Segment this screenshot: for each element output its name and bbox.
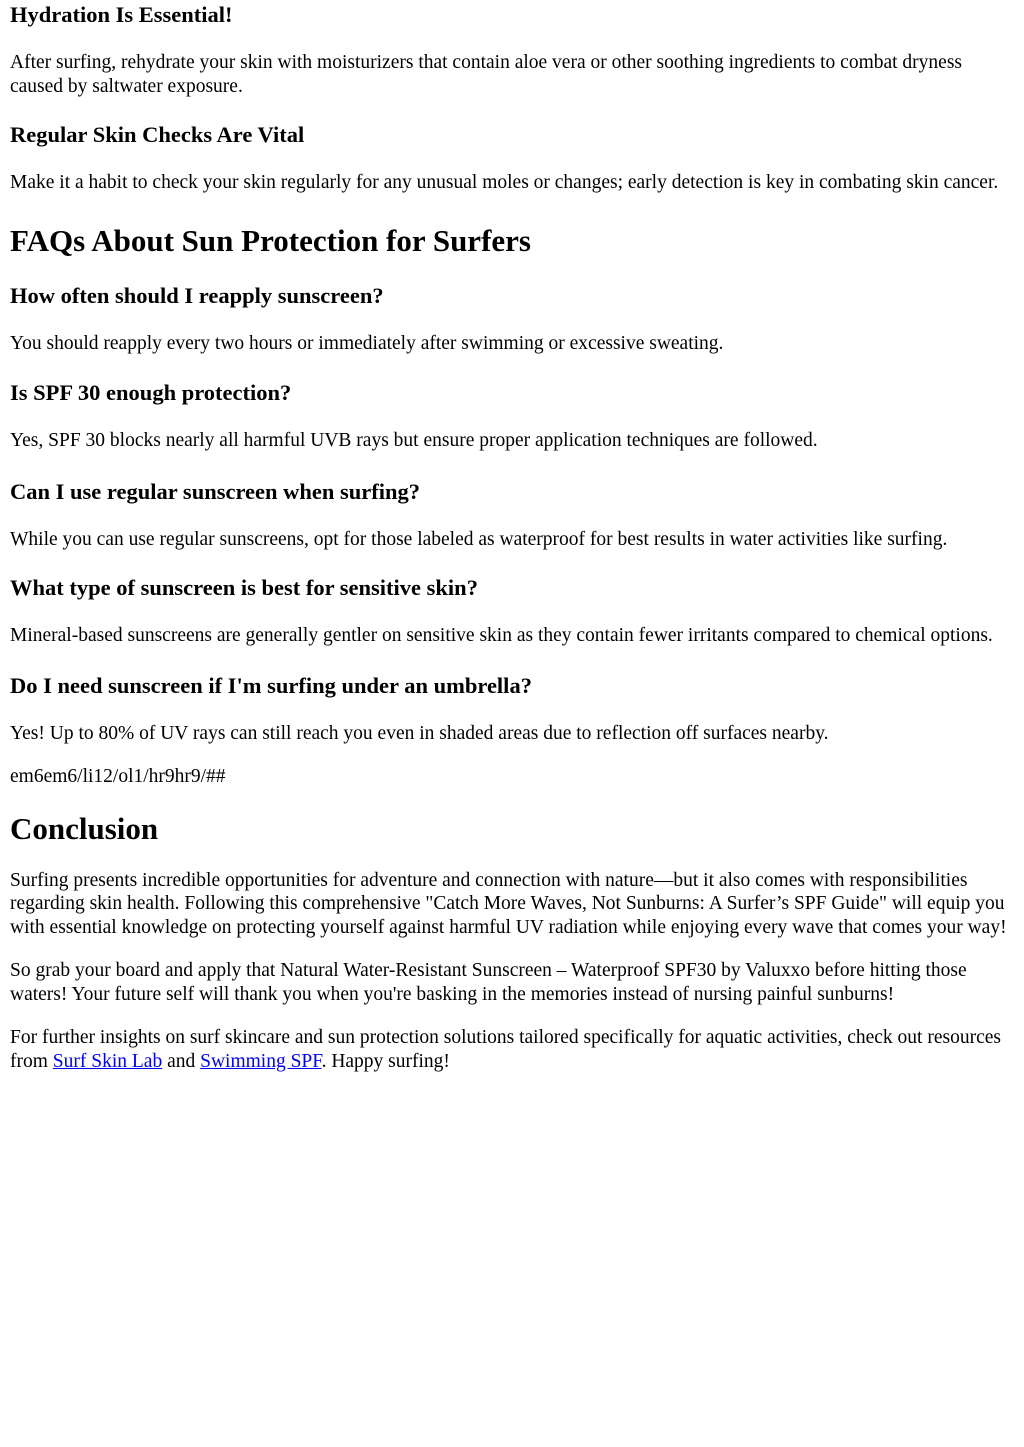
faq-question: How often should I reapply sunscreen? — [10, 282, 384, 308]
faq-answer: You should reapply every two hours or immediately after swimming or excessive sweating. — [10, 332, 724, 354]
conclusion-paragraph-2: So grab your board and apply that Natural Water-Resistant Sunscreen – Waterproof SPF30 by Valuxxo before hitting those waters! Your future self will thank you when you're basking in the memories instead of nursing painful sunburns! — [10, 960, 967, 1005]
hydration-body: After surfing, rehydrate your skin with moisturizers that contain aloe vera or other soothing ingredients to combat dryness caused by saltwater exposure. — [10, 52, 963, 97]
faq-answer: Mineral-based sunscreens are generally gentler on sensitive skin as they contain fewer irritants compared to chemical options. — [10, 625, 993, 646]
skin-checks-body: Make it a habit to check your skin regularly for any unusual moles or changes; early detection is key in combating skin cancer. — [10, 172, 999, 193]
faq-question: Is SPF 30 enough protection? — [10, 380, 292, 405]
article-page — [0, 1, 1024, 1073]
faq-question: What type of sunscreen is best for sensitive skin? — [10, 575, 478, 600]
faq-question: Do I need sunscreen if I'm surfing under an umbrella? — [10, 672, 532, 698]
swimming-spf-link[interactable]: Swimming SPF — [200, 1050, 322, 1072]
conclusion-paragraph-3-prefix: For further insights on surf skincare and sun protection solutions tailored specifically for aquatic activities, check out resources from — [10, 1027, 1001, 1072]
conclusion-paragraph-3 — [10, 1026, 1014, 1073]
faq-question: Can I use regular sunscreen when surfing? — [10, 478, 421, 504]
conclusion-paragraph-1: Surfing presents incredible opportunities for adventure and connection with nature—but it also comes with responsibilities regarding skin health. Following this comprehensive "Catch More Waves, Not Sunburns: A Surfer’s SPF Guide" will equip you with essential knowledge on protecting yourself against harmful UV radiation while enjoying every wave that comes your way! — [10, 869, 1007, 938]
stray-markup-text: em6em6/li12/ol1/hr9hr9/## — [10, 766, 226, 787]
faq-answer: While you can use regular sunscreens, opt for those labeled as waterproof for best results in water activities like surfing. — [10, 528, 948, 550]
conclusion-heading: Conclusion — [10, 810, 159, 846]
faq-answer: Yes, SPF 30 blocks nearly all harmful UVB rays but ensure proper application techniques are followed. — [10, 430, 818, 451]
faq-answer: Yes! Up to 80% of UV rays can still reach you even in shaded areas due to reflection off surfaces nearby. — [10, 722, 829, 744]
skin-checks-heading: Regular Skin Checks Are Vital — [10, 122, 305, 147]
conclusion-paragraph-3-suffix: . Happy surfing! — [321, 1050, 450, 1072]
surf-skin-lab-link[interactable]: Surf Skin Lab — [52, 1050, 163, 1072]
faqs-heading: FAQs About Sun Protection for Surfers — [10, 222, 531, 258]
conclusion-paragraph-3-middle: and — [162, 1050, 201, 1072]
hydration-heading: Hydration Is Essential! — [10, 2, 233, 27]
